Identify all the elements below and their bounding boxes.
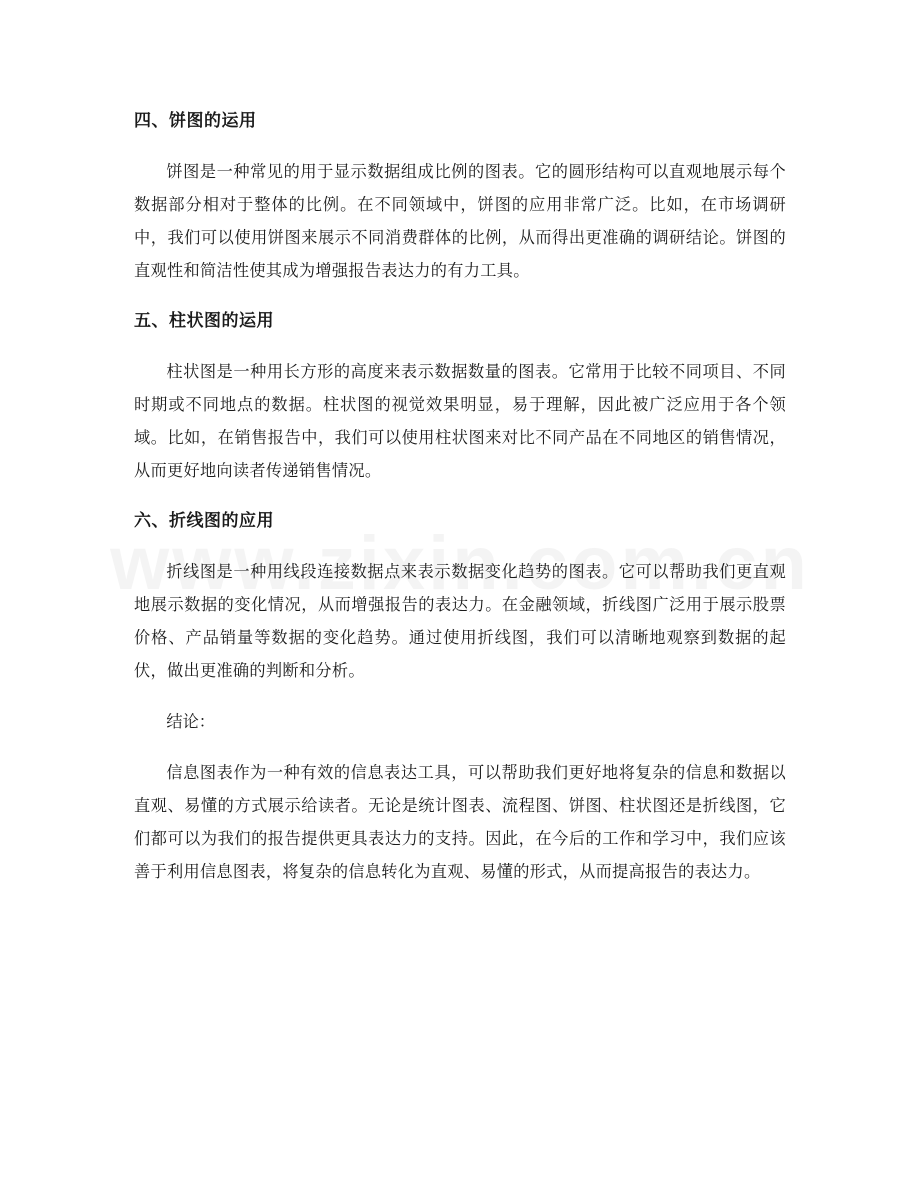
conclusion-section bbox=[134, 705, 786, 888]
section-paragraph: 柱状图是一种用长方形的高度来表示数据数量的图表。它常用于比较不同项目、不同时期或不同地点的数据。柱状图的视觉效果明显，易于理解，因此被广泛应用于各个领域。比如，在销售报告中，我们可以使用柱状图来对比不同产品在不同地区的销售情况，从而更好地向读者传递销售情况。 bbox=[134, 362, 786, 480]
section-heading: 五、柱状图的运用 bbox=[134, 311, 274, 331]
section-bar-chart bbox=[134, 305, 786, 487]
section-line-chart bbox=[134, 505, 786, 687]
conclusion-paragraph: 信息图表作为一种有效的信息表达工具，可以帮助我们更好地将复杂的信息和数据以直观、易懂的方式展示给读者。无论是统计图表、流程图、饼图、柱状图还是折线图，它们都可以为我们的报告提供更具表达力的支持。因此，在今后的工作和学习中，我们应该善于利用信息图表，将复杂的信息转化为直观、易懂的形式，从而提高报告的表达力。 bbox=[134, 763, 786, 881]
section-paragraph: 饼图是一种常见的用于显示数据组成比例的图表。它的圆形结构可以直观地展示每个数据部分相对于整体的比例。在不同领域中，饼图的应用非常广泛。比如，在市场调研中，我们可以使用饼图来展示不同消费群体的比例，从而得出更准确的调研结论。饼图的直观性和简洁性使其成为增强报告表达力的有力工具。 bbox=[134, 162, 786, 280]
section-paragraph: 折线图是一种用线段连接数据点来表示数据变化趋势的图表。它可以帮助我们更直观地展示数据的变化情况，从而增强报告的表达力。在金融领域，折线图广泛用于展示股票价格、产品销量等数据的变化趋势。通过使用折线图，我们可以清晰地观察到数据的起伏，做出更准确的判断和分析。 bbox=[134, 562, 786, 680]
section-heading: 四、饼图的运用 bbox=[134, 111, 257, 131]
section-pie-chart bbox=[134, 105, 786, 287]
document-body bbox=[134, 105, 786, 906]
conclusion-label: 结论： bbox=[166, 712, 215, 731]
section-heading: 六、折线图的应用 bbox=[134, 511, 274, 531]
